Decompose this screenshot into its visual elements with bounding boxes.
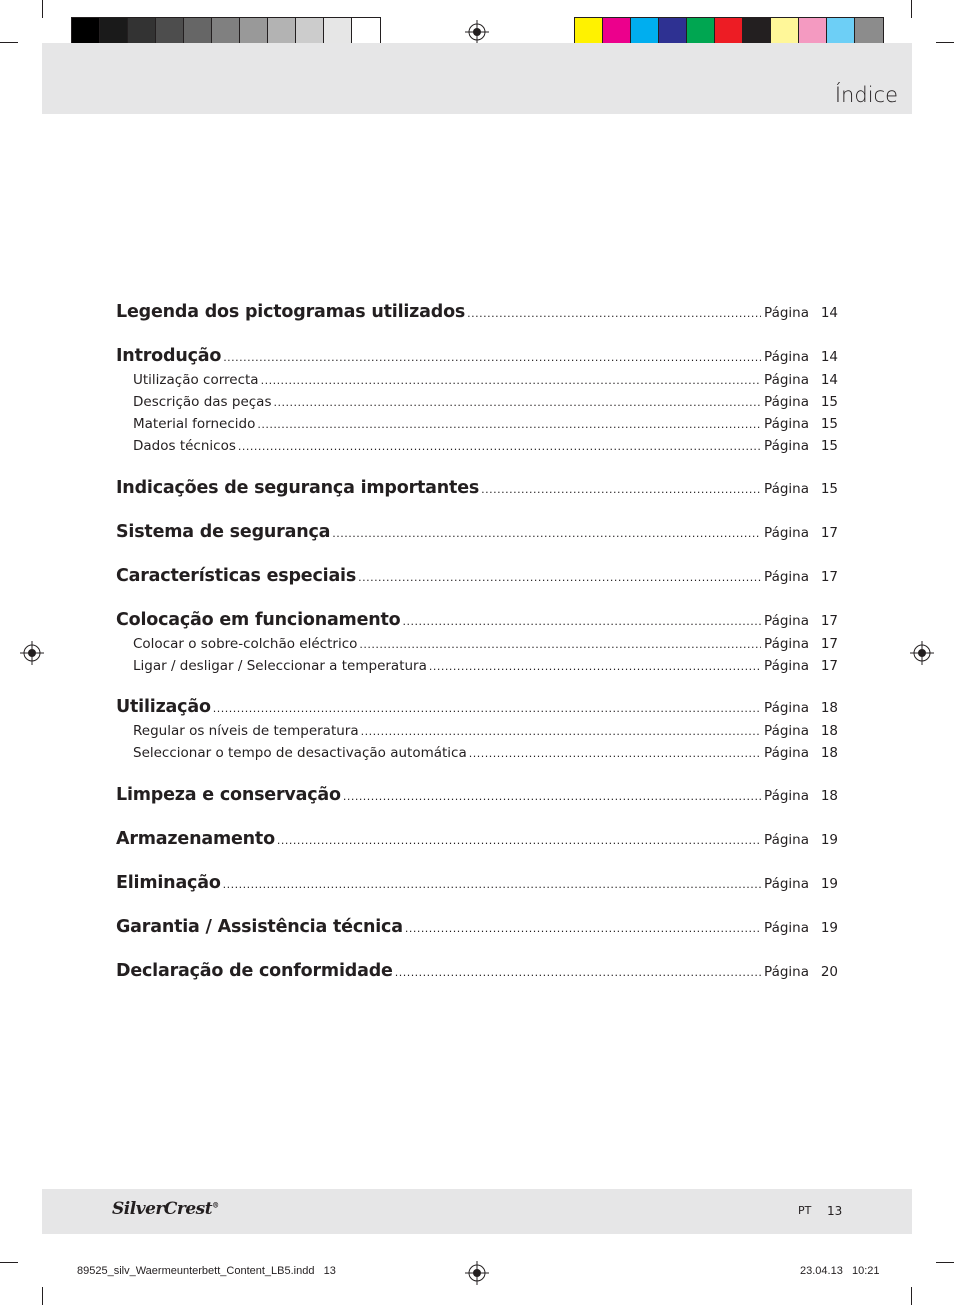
page-word: Página (764, 568, 809, 585)
color-swatch (827, 18, 855, 45)
dot-leader (403, 615, 762, 628)
dot-leader (359, 638, 761, 651)
toc-entry-title: Declaração de conformidade (116, 961, 393, 982)
color-swatch (603, 18, 631, 45)
page-ref: 17 (820, 612, 838, 629)
silvercrest-logo: SilverCrest® (112, 1199, 219, 1219)
page-ref: 19 (820, 832, 838, 849)
page-word: Página (764, 415, 809, 432)
page-ref: 18 (820, 788, 838, 805)
color-swatch (324, 18, 352, 45)
registration-mark-icon (465, 1261, 489, 1285)
dot-leader (223, 878, 761, 891)
header-band (42, 43, 912, 114)
toc-entry (116, 869, 838, 897)
registration-mark-icon (910, 641, 934, 665)
toc-entry-title: Armazenamento (116, 829, 275, 850)
color-swatch (771, 18, 799, 45)
process-color-bar (574, 17, 884, 46)
toc-entry-title: Limpeza e conservação (116, 785, 341, 806)
color-swatch (128, 18, 156, 45)
page-word: Página (764, 657, 809, 674)
toc-entry (116, 957, 838, 985)
toc-subentry (116, 392, 838, 414)
dot-leader (257, 418, 761, 431)
page-ref: 15 (820, 480, 838, 497)
page-word: Página (764, 349, 809, 365)
dot-leader (481, 483, 761, 496)
toc-subentry-title: Descrição das peças (133, 393, 272, 410)
page-ref: 17 (820, 635, 838, 652)
dot-leader (223, 351, 761, 364)
toc-entry (116, 518, 838, 546)
color-swatch (240, 18, 268, 45)
gray-color-bar (71, 17, 381, 46)
crop-mark (911, 0, 912, 18)
toc-entry (116, 474, 838, 502)
toc-subentry-title: Material fornecido (133, 415, 256, 432)
dot-leader (277, 834, 761, 847)
page-ref: 15 (820, 393, 838, 410)
color-swatch (212, 18, 240, 45)
toc-subentry (116, 721, 838, 743)
toc-entry-title: Garantia / Assistência técnica (116, 917, 403, 938)
page-ref: 19 (820, 920, 838, 937)
crop-mark (42, 1287, 43, 1305)
page-ref: 15 (820, 437, 838, 454)
page-word: Página (764, 832, 809, 849)
color-swatch (184, 18, 212, 45)
page-ref: 19 (820, 876, 838, 893)
crop-mark (0, 42, 18, 43)
toc-entry (116, 913, 838, 941)
page-word: Página (764, 876, 809, 893)
toc-entry (116, 342, 838, 370)
toc-entry-title: Eliminação (116, 873, 221, 894)
toc-entry (116, 606, 838, 634)
color-swatch (659, 18, 687, 45)
page-word: Página (764, 745, 809, 762)
dot-leader (261, 374, 761, 387)
toc-subentry (116, 743, 838, 765)
crop-mark (42, 0, 43, 18)
dot-leader (469, 747, 761, 760)
dot-leader (238, 440, 761, 453)
page-title: Índice (834, 83, 898, 107)
toc-subentry (116, 634, 838, 656)
color-swatch (72, 18, 100, 45)
dot-leader (405, 922, 761, 935)
page-ref: 20 (820, 964, 838, 981)
color-swatch (715, 18, 743, 45)
toc-entry (116, 781, 838, 809)
slug-timestamp: 23.04.13 10:21 (800, 1265, 880, 1277)
page-word: Página (764, 524, 809, 541)
dot-leader (395, 966, 761, 979)
page-ref: 18 (820, 723, 838, 740)
page-ref: 14 (820, 349, 838, 365)
toc-subentry (116, 436, 838, 458)
page-word: Página (764, 964, 809, 981)
crop-mark (936, 42, 954, 43)
toc-entry-title: Colocação em funcionamento (116, 609, 401, 630)
toc-entry (116, 693, 838, 721)
dot-leader (343, 790, 761, 803)
footer-band (42, 1189, 912, 1234)
table-of-contents (116, 298, 838, 985)
color-swatch (352, 18, 380, 45)
page-word: Página (764, 612, 809, 629)
dot-leader (467, 307, 761, 320)
toc-subentry (116, 370, 838, 392)
page-word: Página (764, 372, 809, 388)
toc-entry-title: Sistema de segurança (116, 521, 331, 542)
color-swatch (100, 18, 128, 45)
page-word: Página (764, 723, 809, 740)
toc-entry (116, 562, 838, 590)
toc-entry-title: Utilização (116, 697, 211, 718)
page-word: Página (764, 635, 809, 652)
page-ref: 14 (820, 305, 838, 321)
toc-entry-title: Características especiais (116, 565, 357, 586)
registration-mark-icon (20, 641, 44, 665)
page-word: Página (764, 393, 809, 410)
page-ref: 17 (820, 524, 838, 541)
dot-leader (358, 571, 761, 584)
dot-leader (273, 396, 761, 409)
page-word: Página (764, 788, 809, 805)
color-swatch (268, 18, 296, 45)
page-ref: 14 (820, 372, 838, 388)
crop-mark (936, 1262, 954, 1263)
page-ref: 15 (820, 415, 838, 432)
toc-subentry-title: Regular os níveis de temperatura (133, 723, 359, 740)
page-word: Página (764, 920, 809, 937)
crop-mark (0, 1262, 18, 1263)
toc-subentry-title: Dados técnicos (133, 437, 236, 454)
toc-subentry-title: Colocar o sobre-colchão eléctrico (133, 635, 358, 652)
dot-leader (213, 702, 761, 715)
color-swatch (631, 18, 659, 45)
dot-leader (332, 527, 761, 540)
toc-subentry-title: Utilização correcta (133, 372, 259, 388)
toc-subentry (116, 414, 838, 436)
toc-subentry-title: Ligar / desligar / Seleccionar a temperatura (133, 657, 427, 674)
color-swatch (743, 18, 771, 45)
page-number: 13 (827, 1204, 843, 1218)
page-word: Página (764, 305, 809, 321)
color-swatch (799, 18, 827, 45)
page-word: Página (764, 437, 809, 454)
color-swatch (855, 18, 883, 45)
page-ref: 17 (820, 657, 838, 674)
page-ref: 18 (820, 700, 838, 717)
toc-subentry (116, 656, 838, 678)
dot-leader (429, 660, 761, 673)
toc-entry-title: Legenda dos pictogramas utilizados (116, 302, 466, 322)
page-word: Página (764, 700, 809, 717)
toc-entry (116, 825, 838, 853)
page-word: Página (764, 480, 809, 497)
dot-leader (361, 725, 761, 738)
registration-mark-icon (465, 20, 489, 44)
page-ref: 18 (820, 745, 838, 762)
color-swatch (575, 18, 603, 45)
toc-subentry-title: Seleccionar o tempo de desactivação automática (133, 745, 467, 762)
color-swatch (156, 18, 184, 45)
toc-entry-title: Indicações de segurança importantes (116, 477, 480, 498)
color-swatch (296, 18, 324, 45)
crop-mark (911, 1287, 912, 1305)
color-swatch (687, 18, 715, 45)
page-ref: 17 (820, 568, 838, 585)
language-code: PT (798, 1204, 812, 1217)
toc-entry-title: Introdução (116, 346, 222, 366)
toc-entry (116, 298, 838, 326)
slug-filename: 89525_silv_Waermeunterbett_Content_LB5.indd 13 (77, 1265, 336, 1277)
